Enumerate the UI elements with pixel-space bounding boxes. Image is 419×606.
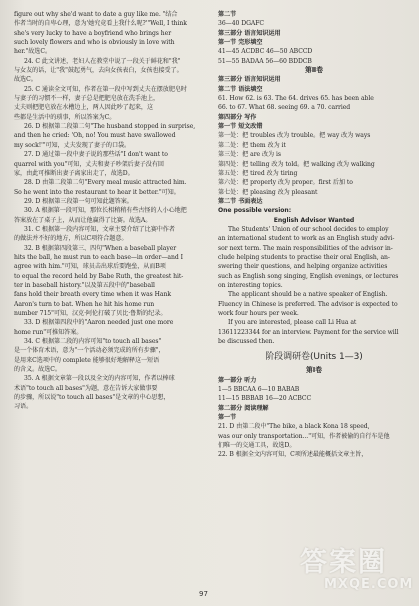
answer-text-line: 些都是生活中的琐事，所以答案为C。 (14, 113, 116, 121)
reading-answer-line: was our only transportation..."可知，作者被偷的自行车是他 (218, 432, 390, 440)
essay-line: an international student to work as an English study advi- (218, 235, 395, 243)
part-3-header: 第三部分 语言知识运用 (218, 29, 281, 37)
essay-line: clude helping students to practise their oral English, an- (218, 253, 390, 261)
answer-text-line: 29. D 根据第三段第一句可知此题答案。 (24, 197, 133, 205)
part-1-header: 第一部分 听力 (218, 376, 257, 384)
answer-text-line: home run"可推知答案。 (14, 328, 83, 336)
answer-text-line: 与女友的话，让"我"鼓起勇气，去向女孩表白，女孩也接受了。 (14, 67, 183, 75)
volume-1-title: 第Ⅰ卷 (306, 366, 322, 375)
answer-text-line: 32. B 根据第四段第三、四句"When a baseball player (24, 244, 177, 252)
answer-text-line: 的步骤，所以说"to touch all bases"是文章的中心思想， (14, 394, 170, 402)
answer-row-41-50: 41—45 ACDBC 46—50 ABCCD (218, 48, 313, 56)
reading-answer-line: 22. B 根据全文内容可知，C项所述最能概括文章主旨， (218, 451, 368, 459)
answer-text-line: hits the ball, he must run to each base—in order—and I (14, 253, 183, 261)
essay-line: work four hours per week. (218, 310, 299, 317)
watermark-logo (300, 548, 412, 598)
answer-text-line: my sock!'"可知，丈夫发现了妻子的口袋。 (14, 141, 131, 149)
answer-text-line: So he went into the restaurant to hear it better."可知。 (14, 188, 180, 196)
part-4-header: 第四部分 写作 (218, 113, 257, 121)
part-3b-header: 第三部分 语言知识运用 (218, 76, 281, 84)
cloze-subheader: 第一节 完形填空 (218, 39, 263, 47)
essay-line: The Students' Union of our school decides to employ (228, 225, 389, 233)
reading-answer-line: 21. D 由第二段中"The bike, a black Kona 18 speed, (218, 423, 370, 431)
version-label: One possible version: (218, 207, 292, 215)
essay-line: swering their questions, and helping organize activities (218, 263, 388, 271)
answer-text-line: 26. D 根据第二段第二句"The husband stopped in surprise, (24, 123, 196, 131)
grammar-fill-line: 61. How 62. is 63. The 64. drives 65. has been able (218, 95, 374, 103)
answer-row-51-60: 51—55 BADAA 56—60 BDDCB (218, 57, 312, 65)
answer-text-line: 31. C 根据第一段内容可知，文章主要介绍了比赛中作者 (24, 225, 175, 233)
essay-line: such as English song singing, English evenings, or lectures (218, 272, 399, 280)
answer-text-line: 24. C 此文讲述，老妇人在教堂中说了一段关于鲜花和"我" (24, 57, 181, 65)
answer-text-line: her."故选C。 (14, 48, 52, 56)
essay-line: The applicant should be a native speaker of English. (228, 291, 388, 299)
answer-text-line: she's very lucky to have a boyfriend who brings her (14, 29, 172, 37)
essay-line: Fluency in Chinese is preferred. The advisor is expected to (218, 300, 398, 308)
grammar-fill-subheader: 第二节 语法填空 (218, 85, 263, 93)
answer-text-line: 27. D 通过第一段中妻子说的那些话"I don't want to (24, 151, 168, 159)
reading-subheader: 第一节 (218, 414, 237, 422)
answer-text-line: 故选C。 (14, 76, 37, 84)
watermark-url: MXQE.COM (324, 577, 414, 592)
answer-text-line: 与妻子的习惯不一样，妻子总是把肥皂放在洗手池上， (14, 95, 160, 103)
essay-line: If you are interested, please call Li Hua at (228, 319, 357, 327)
part-2-header: 第二部分 阅读理解 (218, 404, 269, 412)
answer-text-line: 25. C 通读全文可知，作者在第一段中写到丈夫在摆放肥皂时 (24, 85, 187, 93)
answer-text-line: ter in baseball history."以及第五段中的"baseball (14, 281, 155, 289)
correction-line: 第一处：把 troubles 改为 trouble。把 way 改为 ways (218, 132, 371, 140)
watermark-text: 答案圈 (300, 547, 387, 578)
answer-text-line: 习语。 (14, 403, 33, 411)
volume-2-title: 第Ⅱ卷 (305, 66, 323, 75)
essay-line: sor next term. The main responsibilities of the advisor in- (218, 244, 393, 252)
answer-text-line: 术语"to touch all bases"为题，意在告诉大家做事要 (14, 384, 158, 392)
correction-line: 第六处：把 properly 改为 proper。first 后加 to (218, 179, 353, 187)
answer-text-line: agree with him."可知，球员击出球后要跑垒，从而B项 (14, 263, 166, 271)
answer-text-line: 28. D 由第二段第二句"Every meal music attracted him. (24, 179, 187, 187)
grammar-fill-line: 66. to 67. What 68. seeing 69. a 70. carried (218, 104, 351, 112)
left-column (14, 10, 209, 412)
answer-text-line: 35. A 根据文章第一段以及全文的内容可知，作者以棒球 (24, 375, 175, 383)
answer-text-line: 答案放在了桌子上，从而让他赢得了比赛。故选A。 (14, 216, 152, 224)
answer-text-line: 33. D 根据第四段中的"Aaron needed just one more (24, 319, 174, 327)
answer-text-line: Aaron's turn to bat. When he hit his home run (14, 300, 155, 308)
correction-line: 第二处：把 them 改为 it (218, 141, 286, 149)
answer-text-line: 30. A 根据第一段可知，那位长相稍稍有些古怪的人小心地把 (24, 207, 187, 215)
error-correction-subheader: 第一节 短文改错 (218, 123, 263, 131)
answer-text-line: 是用来C选项中的 complete 能够很好地解释这一短语 (14, 356, 160, 364)
answer-text-line: quarrel with you"可知，丈夫和妻子吵架后妻子没有回 (14, 160, 164, 168)
section-header-2: 第二节 (218, 11, 237, 18)
answer-text-line: 是一个体育术语，意为"一个活动必须完成的所有步骤"， (14, 347, 165, 355)
essay-line: on interesting topics. (218, 281, 283, 289)
answer-row-36-40: 36—40 DGAFC (218, 20, 265, 28)
answer-text-line: 家，由此可推断出妻子离家出走了，故选D。 (14, 169, 134, 177)
correction-line: 第五处：把 tired 改为 tiring (218, 169, 298, 177)
answer-text-line: and then he cried: 'Oh, no! You must have swallowed (14, 132, 176, 140)
answer-text-line: 34. C 根据第二段的内容可知"to touch all bases" (24, 338, 162, 346)
correction-line: 第三处：把 are 改为 is (218, 151, 281, 159)
answer-text-line: to equal the record held by Babe Ruth, the greatest hit- (14, 272, 184, 280)
answer-text-line: 作者当时的自卑心理，意为'她究竟看上我什么呢?'"Well, I think (14, 20, 187, 28)
answer-text-line: 的做法并不好的地方，所以C项符合题意。 (14, 235, 128, 243)
unit-test-title: 阶段调研卷(Units 1—3) (265, 352, 363, 363)
reading-answer-line: 们唯一的交通工具，故选D。 (218, 442, 296, 450)
answer-row-1-10: 1—5 BBCAA 6—10 BABAB (218, 386, 300, 394)
answer-text-line: fans hold their breath every time when it was Hank (14, 291, 171, 299)
right-column (218, 10, 410, 460)
answer-text-line: 的含义。故选C。 (14, 366, 61, 374)
essay-line: 13611223344 for an interview. Payment for the service will (218, 328, 399, 336)
essay-title: English Advisor Wanted (273, 216, 355, 224)
correction-line: 第四处：把 telling 改为 told。把 walking 改为 walking (218, 160, 375, 168)
answer-text-line: number 715"可知，汉克·阿伦打破了贝比·鲁斯的纪录。 (14, 310, 167, 317)
answer-text-line: such lovely flowers and who is obviously in love with (14, 39, 175, 47)
page-number: 97 (199, 590, 208, 598)
writing-subheader: 第二节 书面表达 (218, 197, 263, 205)
answer-text-line: 丈夫则把肥皂放在水槽边上，两人因此吵了起来，这 (14, 104, 154, 112)
essay-line: be discussed then. (218, 338, 275, 346)
answer-row-11-20: 11—15 BBBAB 16—20 ACBCC (218, 395, 312, 403)
answer-text-line: figure out why she'd want to date a guy like me. "结合 (14, 11, 178, 18)
correction-line: 第七处：把 pleasing 改为 pleasant (218, 188, 318, 196)
